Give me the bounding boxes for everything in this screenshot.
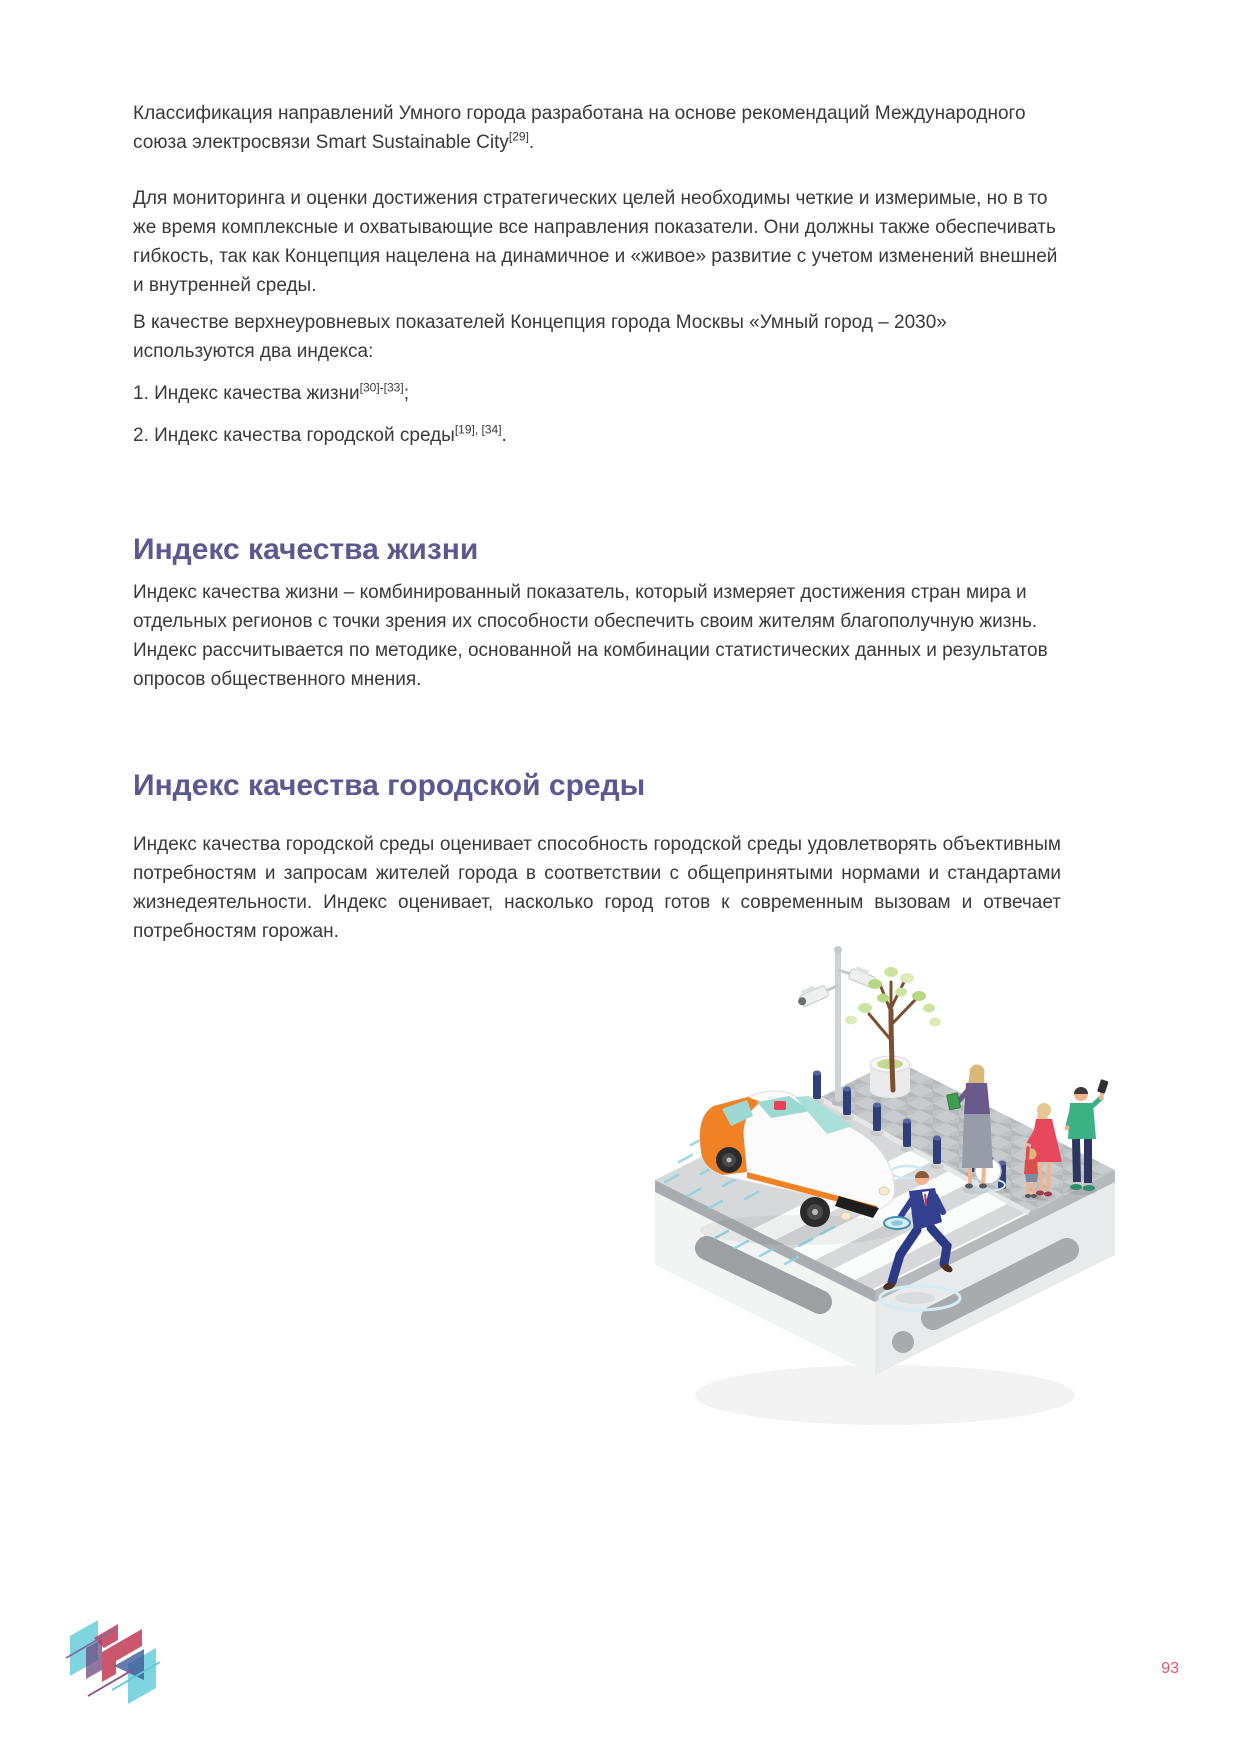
road-surface [655,1060,1115,1290]
cctv-camera-icon [838,965,881,989]
footnote-ref-29: [29] [508,129,529,144]
camera-pole [794,946,880,1106]
pedestrian-businessman [880,1171,960,1310]
delivery-robot [971,1158,1005,1191]
heading-urban-env-index: Индекс качества городской среды [133,769,646,802]
smart-car [700,1091,900,1245]
paragraph-text: . [528,132,535,153]
list-item-life-quality-index [133,379,1061,408]
paragraph-classification [133,99,1061,157]
tree [845,967,941,1098]
pedestrian-man-phone [1065,1079,1109,1195]
smart-disc [884,1217,910,1229]
list-item-text: ; [403,383,409,404]
footnote-ref-19-34: [19], [34] [454,422,502,437]
ground-shadow [695,1365,1075,1425]
footnote-ref-30-33: [30]-[33] [359,380,404,395]
paragraph-indices-intro: В качестве верхнеуровневых показателей Концепция города Москвы «Умный город – 2030» используются два индекса: [133,312,947,362]
bollards [810,1071,1009,1195]
list-item-urban-env-index [133,421,1061,450]
list-item-text: 1. Индекс качества жизни [133,383,360,404]
paragraph-monitoring: Для мониторинга и оценки достижения стратегических целей необходимы четкие и измеримые, но в то же время комплексные и охватывающие все направления показатели. Они должны также обеспечивать гибкость, так как Концепция нацелена на динамичное и «живое» развитие с учетом изменений внешней и внутренней среды. [133,188,1058,296]
pedestrian-woman-red [1026,1103,1062,1200]
footer-logo [58,1604,168,1709]
platform-block [655,1170,1115,1375]
page-number: 93 [1161,1660,1179,1677]
pedestrian-woman-tablet [947,1065,993,1195]
paragraph-text: Классификация направлений Умного города разработана на основе рекомендаций Международного союза электросвязи Smart Sustainable City [133,103,1026,153]
pedestrian-child [1021,1148,1041,1200]
paragraph-life-quality-body: Индекс качества жизни – комбинированный показатель, который измеряет достижения стран мира и отдельных регионов с точки зрения их способности обеспечить своим жителям благополучную жизнь. Индекс рассчитывается по методике, основанной на комбинации статистических данных и результатов опросов общественного мнения. [133,582,1048,690]
tree-foliage [845,967,941,1027]
page-content [133,99,1061,946]
bollard [810,1071,1009,1195]
phone-icon [1097,1079,1109,1094]
cctv-camera-icon [794,981,838,1008]
sidewalk-plaza [819,1060,1115,1213]
sensor-dashes [665,1138,834,1264]
list-item-text: 2. Индекс качества городской среды [133,425,455,446]
list-item-text: . [501,425,507,446]
paragraph-urban-env-body: Индекс качества городской среды оценивает способность городской среды удовлетворять объективным потребностям и запросам жителей города в соответствии с общепринятыми нормами и стандартами жизнедеятельности. Индекс оценивает, насколько город готов к современным вызовам и отвечает потребностям горожан. [133,834,1061,942]
car-beacon [774,1101,786,1110]
crosswalk [745,1103,1115,1304]
heading-life-quality-index: Индекс качества жизни [133,533,479,566]
